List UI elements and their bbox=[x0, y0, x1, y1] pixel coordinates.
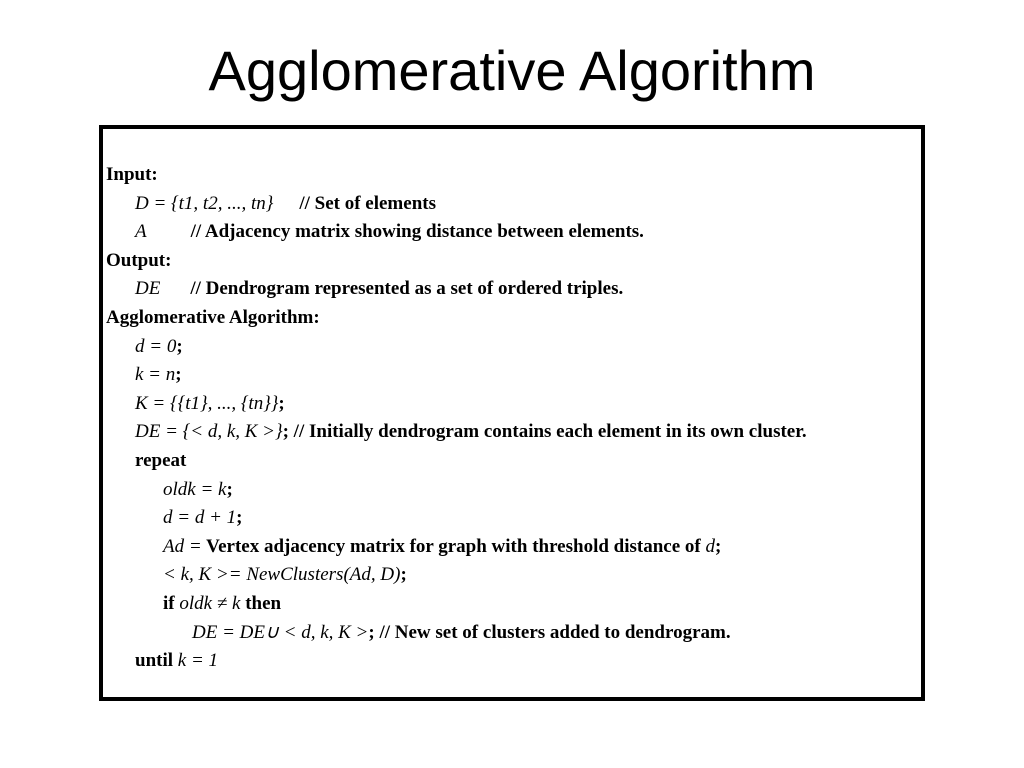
repeat-keyword: repeat bbox=[135, 449, 187, 471]
dendrogram-update-line bbox=[103, 619, 807, 648]
until-line bbox=[103, 647, 807, 676]
init-dendrogram-math: DE = {< d, k, K >} bbox=[135, 421, 283, 443]
input-a-comment: // Adjacency matrix showing distance between elements. bbox=[190, 221, 644, 243]
until-condition-math: k = 1 bbox=[173, 650, 219, 672]
init-k-semicolon: ; bbox=[175, 364, 182, 386]
output-de-comment: // Dendrogram represented as a set of ordered triples. bbox=[190, 278, 624, 300]
output-de-line bbox=[103, 275, 807, 304]
adjacency-line bbox=[103, 533, 807, 562]
if-line bbox=[103, 590, 807, 619]
init-dendrogram-line bbox=[103, 418, 807, 447]
input-a-math: A bbox=[135, 221, 147, 243]
oldk-line bbox=[103, 476, 807, 505]
output-header: Output: bbox=[106, 249, 172, 271]
dendrogram-update-math: DE = DE∪ < d, k, K > bbox=[192, 621, 369, 643]
input-d-math: D = {t1, t2, ..., tn} bbox=[135, 192, 274, 214]
oldk-math: oldk = k bbox=[163, 478, 227, 500]
until-keyword: until bbox=[135, 650, 174, 672]
then-keyword: then bbox=[245, 592, 282, 614]
init-d-semicolon: ; bbox=[176, 335, 183, 357]
input-d-comment: // Set of elements bbox=[299, 192, 436, 214]
init-clusters-semicolon: ; bbox=[278, 392, 285, 414]
slide-title: Agglomerative Algorithm bbox=[208, 39, 816, 102]
increment-d-line bbox=[103, 504, 807, 533]
increment-d-semicolon: ; bbox=[236, 507, 243, 529]
init-d-line bbox=[103, 333, 807, 362]
algorithm-lines bbox=[103, 161, 807, 676]
init-clusters-math: K = {{t1}, ..., {tn}} bbox=[135, 392, 279, 414]
init-k-math: k = n bbox=[135, 364, 176, 386]
adjacency-text: Vertex adjacency matrix for graph with threshold distance of bbox=[201, 535, 706, 557]
init-d-math: d = 0 bbox=[135, 335, 177, 357]
dendrogram-update-comment: ; // New set of clusters added to dendrogram. bbox=[368, 621, 731, 643]
if-condition-math: oldk ≠ k bbox=[174, 592, 246, 614]
init-k-line bbox=[103, 361, 807, 390]
adjacency-d-math: d bbox=[705, 535, 716, 557]
init-dendrogram-comment: ; // Initially dendrogram contains each element in its own cluster. bbox=[282, 421, 807, 443]
adjacency-math: Ad = bbox=[163, 535, 202, 557]
algorithm-header: Agglomerative Algorithm: bbox=[106, 306, 320, 328]
algorithm-box bbox=[99, 125, 925, 701]
adjacency-semicolon: ; bbox=[715, 535, 722, 557]
input-a-line bbox=[103, 218, 807, 247]
output-de-math: DE bbox=[135, 278, 161, 300]
input-d-line bbox=[103, 190, 807, 219]
oldk-semicolon: ; bbox=[226, 478, 233, 500]
increment-d-math: d = d + 1 bbox=[163, 507, 237, 529]
newclusters-math: < k, K >= NewClusters(Ad, D) bbox=[163, 564, 401, 586]
input-header: Input: bbox=[106, 164, 158, 185]
if-keyword: if bbox=[163, 592, 175, 614]
newclusters-semicolon: ; bbox=[400, 564, 407, 586]
init-clusters-line bbox=[103, 390, 807, 419]
newclusters-line bbox=[103, 561, 807, 590]
